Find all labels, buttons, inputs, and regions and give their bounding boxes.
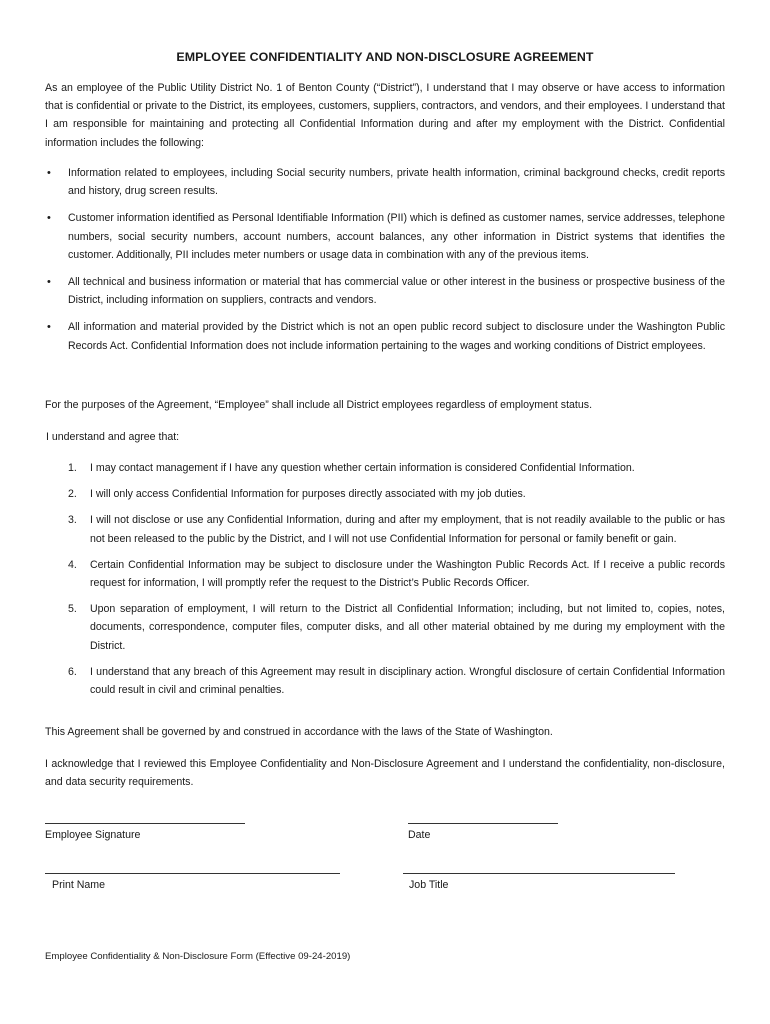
term-number: 1. [68,462,77,474]
term-number: 6. [68,665,77,678]
terms-list [45,459,725,707]
employee-signature-line[interactable] [45,823,245,824]
print-name-line[interactable] [45,873,340,874]
job-title-line[interactable] [403,873,675,874]
list-item [45,600,725,655]
confidential-info-list [45,164,725,364]
footer-note: Employee Confidentiality & Non-Disclosure Form (Effective 09-24-2019) [45,951,351,962]
term-text: I will not disclose or use any Confidential Information, during and after my employment, that is not readily available to the public or has not been released to the public by the District, and I will not use Confidential Information for personal or family benefit or gain. [90,514,725,545]
employee-signature-label: Employee Signature [45,829,141,841]
list-item [45,556,725,592]
term-text: I may contact management if I have any question whether certain information is considered Confidential Information. [90,462,635,474]
intro-paragraph: As an employee of the Public Utility District No. 1 of Benton County (“District”), I understand that I may observe or have access to information that is confidential or private to the District, its employees, customers, suppliers, contractors, and vendors, and their employees. I understand that I am responsible for maintaining and protecting all Confidential Information during and after my employment with the District. Confidential information includes the following: [45,82,725,149]
list-item [45,663,725,699]
list-item: • All information and material provided by the District which is not an open public record subject to disclosure under the Washington Public Records Act. Confidential Information does not include information pertaining to the wages and working conditions of District employees. [45,318,725,354]
job-title-label: Job Title [409,879,449,891]
print-name-label: Print Name [52,879,105,891]
term-text: I understand that any breach of this Agreement may result in disciplinary action. Wrongful disclosure of certain Confidential Information could result in civil and criminal penalties. [90,665,725,697]
term-number: 2. [68,488,77,501]
list-item [45,485,725,503]
term-number: 5. [68,603,77,616]
list-item [45,511,725,547]
term-text: Upon separation of employment, I will return to the District all Confidential Information; including, but not limited to, copies, notes, documents, correspondence, computer files, computer disks, and all other material obtained by me during my employment with the District. [90,603,725,652]
acknowledgement-paragraph: I acknowledge that I reviewed this Employee Confidentiality and Non-Disclosure Agreement and I understand the confidentiality, non-disclosure, and data security requirements. [45,758,725,789]
agree-intro: I understand and agree that: [46,431,180,443]
purpose-paragraph: For the purposes of the Agreement, “Employee” shall include all District employees regardless of employment status. [45,399,593,411]
list-item: • Information related to employees, including Social security numbers, private health information, criminal background checks, credit reports and history, drug screen results. [45,164,725,200]
term-text: Certain Confidential Information may be subject to disclosure under the Washington Public Records Act. If I receive a public records request for information, I will promptly refer the request to the District’s Public Records Officer. [90,558,725,590]
list-item: • All technical and business information or material that has commercial value or other interest in the business or prospective business of the District, including information on suppliers, contracts and vendors. [45,273,725,309]
list-item: • Customer information identified as Personal Identifiable Information (PII) which is defined as customer names, service addresses, telephone numbers, social security numbers, account numbers, account balances, any other information in District systems that identifies the customer. Additionally, PII includes meter numbers or usage data in combination with any of the previous items. [45,209,725,264]
date-line[interactable] [408,823,558,824]
date-label: Date [408,829,431,841]
term-number: 4. [68,558,77,571]
term-text: I will only access Confidential Information for purposes directly associated with my job duties. [90,488,526,501]
document-title: EMPLOYEE CONFIDENTIALITY AND NON-DISCLOSURE AGREEMENT [176,50,594,64]
list-item [45,459,725,477]
term-number: 3. [68,514,77,527]
governing-law-paragraph: This Agreement shall be governed by and construed in accordance with the laws of the State of Washington. [45,726,553,738]
